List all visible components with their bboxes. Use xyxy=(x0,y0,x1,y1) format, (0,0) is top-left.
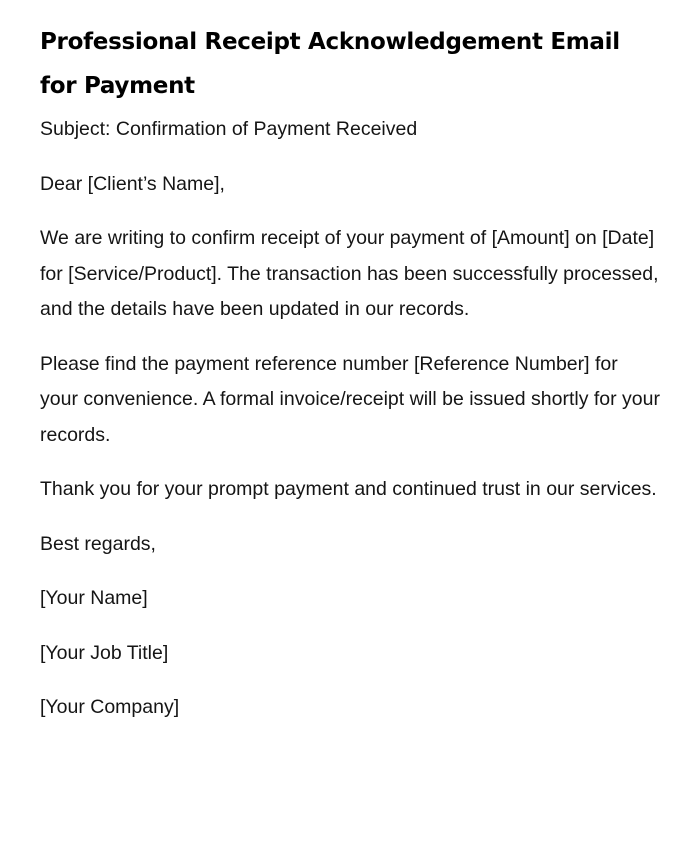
email-template-document xyxy=(40,20,660,745)
body-paragraph-confirmation: We are writing to confirm receipt of your payment of [Amount] on [Date] for [Service/Product]. The transaction has been successfully processed, and the details have been updated in our records. xyxy=(40,227,659,320)
body-paragraph-thanks: Thank you for your prompt payment and continued trust in our services. xyxy=(40,478,657,500)
body-paragraph-reference: Please find the payment reference number [Reference Number] for your convenience. A formal invoice/receipt will be issued shortly for your records. xyxy=(40,352,660,446)
signature-company: [Your Company] xyxy=(40,696,180,718)
email-subject-line: Subject: Confirmation of Payment Received xyxy=(40,118,418,140)
signature-name: [Your Name] xyxy=(40,587,148,609)
email-greeting: Dear [Client’s Name], xyxy=(40,172,225,195)
document-title: Professional Receipt Acknowledgement Email for Payment xyxy=(40,29,620,99)
email-closing: Best regards, xyxy=(40,532,156,555)
signature-job-title: [Your Job Title] xyxy=(40,641,169,664)
